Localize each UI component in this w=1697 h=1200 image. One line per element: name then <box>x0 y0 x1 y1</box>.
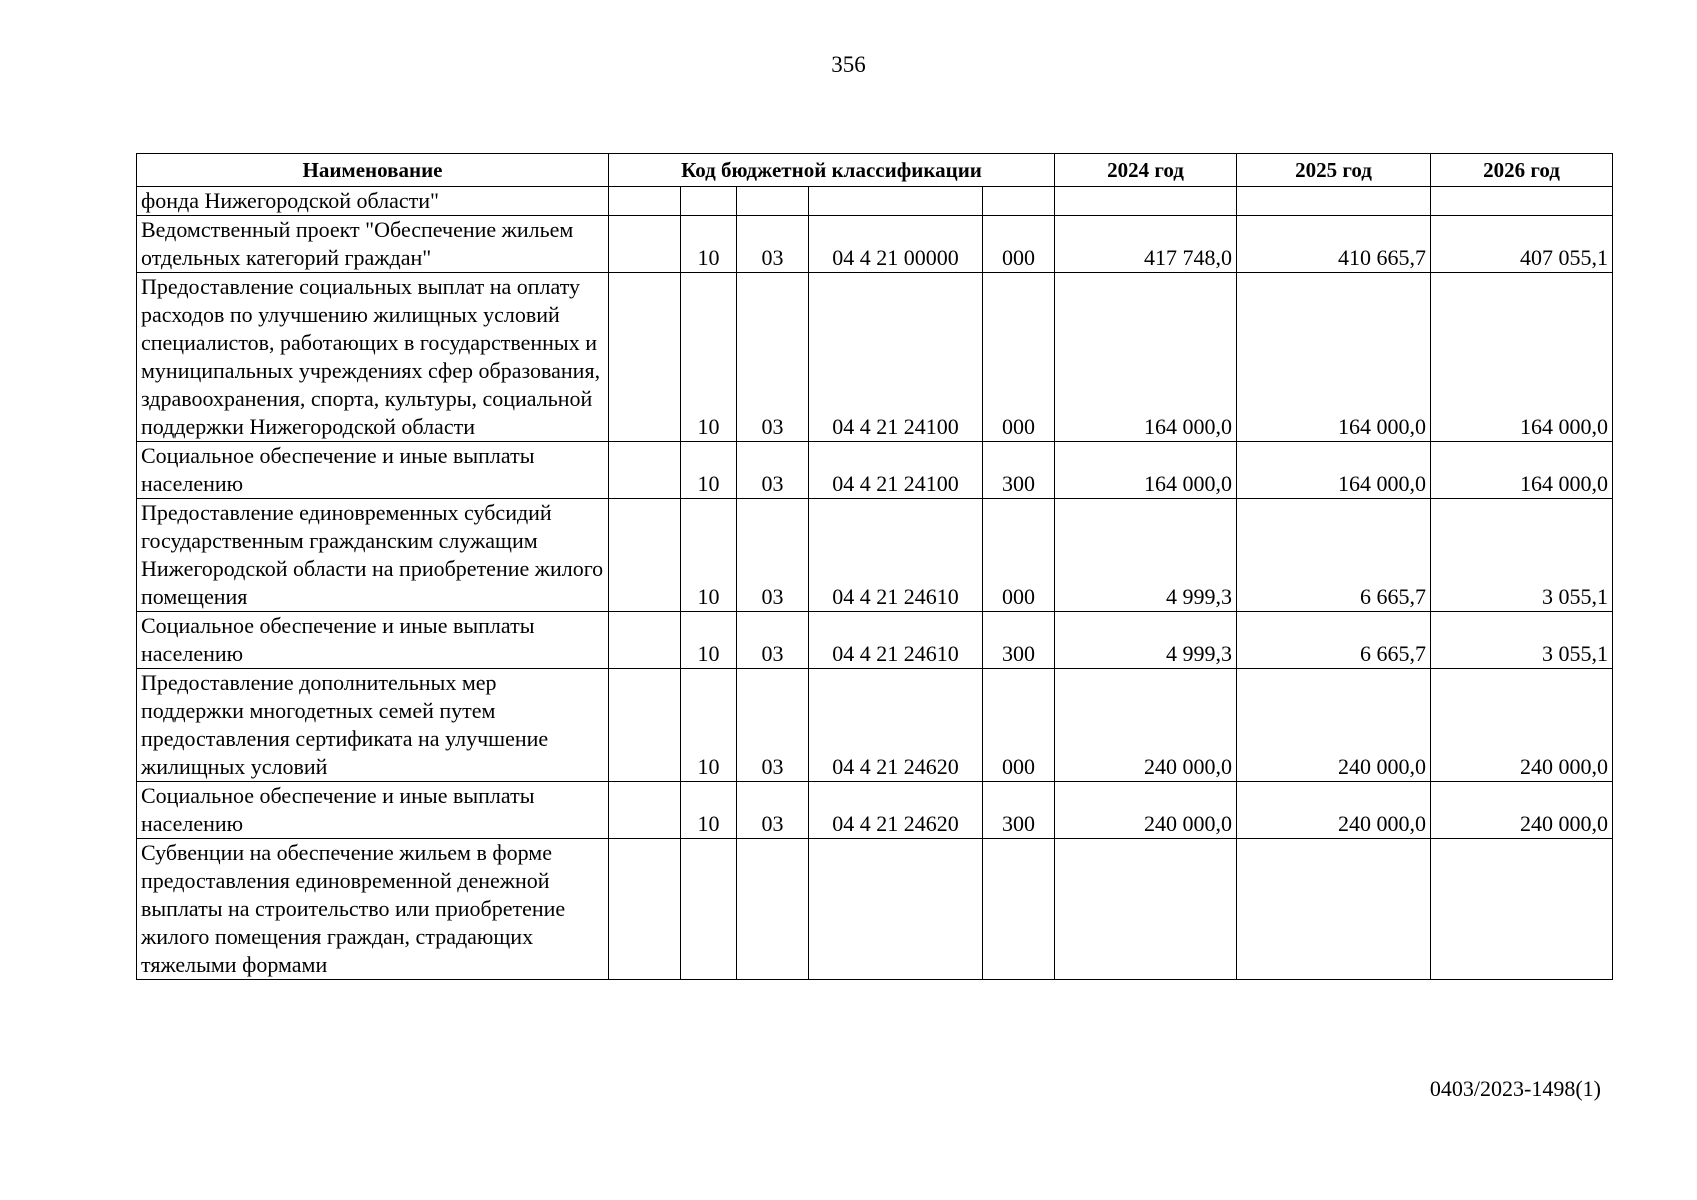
cell-code-subsection: 03 <box>737 442 809 499</box>
cell-code-expense-type: 000 <box>983 216 1055 273</box>
cell-2025: 164 000,0 <box>1237 273 1431 442</box>
header-name: Наименование <box>137 154 609 187</box>
cell-code-part-1 <box>609 273 681 442</box>
table-row <box>137 216 1613 273</box>
cell-code-target: 04 4 21 00000 <box>809 216 983 273</box>
cell-name: Предоставление социальных выплат на оплату расходов по улучшению жилищных условий специалистов, работающих в государственных и муниципальных учреждениях сфер образования, здравоохранения, спорта, культуры, социальной поддержки Нижегородской области <box>137 273 609 442</box>
cell-2024: 417 748,0 <box>1055 216 1237 273</box>
cell-code-expense-type <box>983 839 1055 980</box>
cell-2026 <box>1431 839 1613 980</box>
cell-code-target: 04 4 21 24610 <box>809 612 983 669</box>
cell-code-section: 10 <box>681 499 737 612</box>
cell-code-expense-type: 000 <box>983 669 1055 782</box>
cell-code-section: 10 <box>681 216 737 273</box>
cell-2025 <box>1237 839 1431 980</box>
cell-code-part-1 <box>609 442 681 499</box>
cell-2024: 240 000,0 <box>1055 782 1237 839</box>
header-code: Код бюджетной классификации <box>609 154 1055 187</box>
cell-2025 <box>1237 187 1431 216</box>
cell-code-section: 10 <box>681 669 737 782</box>
cell-code-part-1 <box>609 187 681 216</box>
cell-code-expense-type: 300 <box>983 612 1055 669</box>
cell-code-expense-type: 000 <box>983 273 1055 442</box>
cell-2026: 3 055,1 <box>1431 612 1613 669</box>
cell-2026: 407 055,1 <box>1431 216 1613 273</box>
cell-2024: 164 000,0 <box>1055 442 1237 499</box>
cell-2025: 6 665,7 <box>1237 499 1431 612</box>
table-header-row <box>137 154 1613 187</box>
header-2025: 2025 год <box>1237 154 1431 187</box>
table-row <box>137 273 1613 442</box>
cell-code-expense-type: 000 <box>983 499 1055 612</box>
cell-code-target: 04 4 21 24620 <box>809 669 983 782</box>
cell-2024: 4 999,3 <box>1055 612 1237 669</box>
cell-code-expense-type: 300 <box>983 442 1055 499</box>
cell-code-target <box>809 839 983 980</box>
table-row <box>137 839 1613 980</box>
cell-code-part-1 <box>609 839 681 980</box>
table-row <box>137 782 1613 839</box>
header-2024: 2024 год <box>1055 154 1237 187</box>
table-row <box>137 669 1613 782</box>
cell-code-target: 04 4 21 24610 <box>809 499 983 612</box>
header-2026: 2026 год <box>1431 154 1613 187</box>
table-row <box>137 499 1613 612</box>
cell-2026: 164 000,0 <box>1431 273 1613 442</box>
cell-name: фонда Нижегородской области" <box>137 187 609 216</box>
cell-name: Социальное обеспечение и иные выплаты населению <box>137 782 609 839</box>
cell-name: Ведомственный проект "Обеспечение жильем отдельных категорий граждан" <box>137 216 609 273</box>
budget-table <box>136 153 1613 980</box>
table-row <box>137 612 1613 669</box>
cell-code-target: 04 4 21 24100 <box>809 442 983 499</box>
cell-code-target: 04 4 21 24620 <box>809 782 983 839</box>
cell-code-section <box>681 839 737 980</box>
cell-2025: 240 000,0 <box>1237 782 1431 839</box>
cell-2025: 410 665,7 <box>1237 216 1431 273</box>
cell-code-section: 10 <box>681 442 737 499</box>
cell-name: Субвенции на обеспечение жильем в форме предоставления единовременной денежной выплаты на строительство или приобретение жилого помещения граждан, страдающих тяжелыми формами <box>137 839 609 980</box>
cell-2024: 164 000,0 <box>1055 273 1237 442</box>
cell-code-subsection <box>737 187 809 216</box>
cell-code-section <box>681 187 737 216</box>
cell-code-subsection: 03 <box>737 216 809 273</box>
cell-code-target <box>809 187 983 216</box>
cell-code-subsection <box>737 839 809 980</box>
cell-code-subsection: 03 <box>737 782 809 839</box>
cell-code-part-1 <box>609 782 681 839</box>
cell-code-part-1 <box>609 499 681 612</box>
cell-code-section: 10 <box>681 612 737 669</box>
cell-code-subsection: 03 <box>737 612 809 669</box>
cell-2024: 4 999,3 <box>1055 499 1237 612</box>
cell-2026: 240 000,0 <box>1431 782 1613 839</box>
cell-code-subsection: 03 <box>737 273 809 442</box>
cell-code-target: 04 4 21 24100 <box>809 273 983 442</box>
cell-code-part-1 <box>609 216 681 273</box>
cell-2025: 164 000,0 <box>1237 442 1431 499</box>
cell-2024 <box>1055 839 1237 980</box>
table-row <box>137 442 1613 499</box>
cell-code-expense-type: 300 <box>983 782 1055 839</box>
cell-2024: 240 000,0 <box>1055 669 1237 782</box>
cell-code-subsection: 03 <box>737 669 809 782</box>
cell-2026 <box>1431 187 1613 216</box>
cell-2025: 6 665,7 <box>1237 612 1431 669</box>
cell-code-section: 10 <box>681 273 737 442</box>
cell-name: Предоставление единовременных субсидий государственным гражданским служащим Нижегородской области на приобретение жилого помещения <box>137 499 609 612</box>
cell-code-subsection: 03 <box>737 499 809 612</box>
cell-name: Предоставление дополнительных мер поддержки многодетных семей путем предоставления сертификата на улучшение жилищных условий <box>137 669 609 782</box>
cell-2026: 240 000,0 <box>1431 669 1613 782</box>
cell-name: Социальное обеспечение и иные выплаты населению <box>137 612 609 669</box>
cell-name: Социальное обеспечение и иные выплаты населению <box>137 442 609 499</box>
cell-2025: 240 000,0 <box>1237 669 1431 782</box>
cell-2024 <box>1055 187 1237 216</box>
table-row <box>137 187 1613 216</box>
cell-2026: 3 055,1 <box>1431 499 1613 612</box>
page-number: 356 <box>831 52 866 77</box>
cell-code-section: 10 <box>681 782 737 839</box>
cell-code-expense-type <box>983 187 1055 216</box>
cell-2026: 164 000,0 <box>1431 442 1613 499</box>
cell-code-part-1 <box>609 612 681 669</box>
cell-code-part-1 <box>609 669 681 782</box>
document-code: 0403/2023-1498(1) <box>1429 1076 1601 1101</box>
